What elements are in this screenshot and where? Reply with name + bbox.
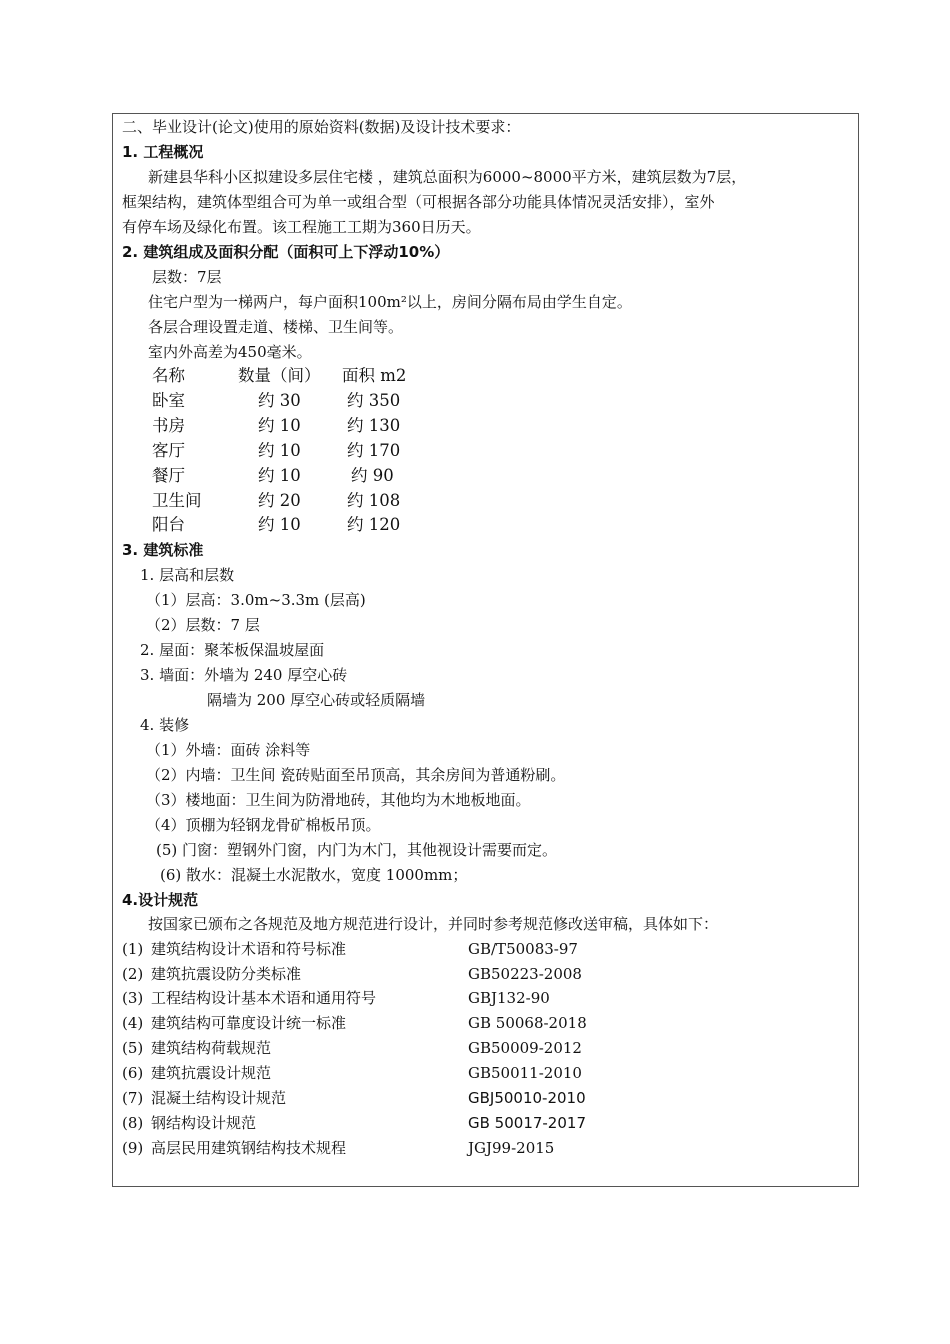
ref-code: JGJ99-2015 bbox=[468, 1139, 555, 1157]
standard-item: （3）楼地面：卫生间为防滑地砖，其他均为木地板地面。 bbox=[146, 791, 531, 809]
table-cell-count: 约 10 bbox=[258, 515, 301, 534]
standard-item: （1）层高：3.0m~3.3m (层高) bbox=[146, 591, 366, 609]
ref-title: 建筑抗震设防分类标准 bbox=[151, 965, 302, 983]
section-1-paragraph-line: 有停车场及绿化布置。该工程施工工期为360日历天。 bbox=[122, 218, 481, 236]
standard-item: （2）内墙：卫生间 瓷砖贴面至吊顶高，其余房间为普通粉刷。 bbox=[146, 766, 566, 784]
table-cell-name: 书房 bbox=[152, 416, 185, 435]
ref-title: 工程结构设计基本术语和通用符号 bbox=[151, 989, 377, 1007]
unit-type-line: 住宅户型为一梯两户，每户面积100m²以上，房间分隔布局由学生自定。 bbox=[148, 293, 632, 311]
table-header-name: 名称 bbox=[152, 366, 185, 385]
standard-item: 4. 装修 bbox=[140, 716, 190, 734]
section-1-title: 1. 工程概况 bbox=[122, 143, 204, 161]
table-cell-area: 约 130 bbox=[347, 416, 401, 435]
ref-code: GBJ132-90 bbox=[468, 989, 550, 1007]
ref-title: 钢结构设计规范 bbox=[151, 1114, 257, 1132]
table-cell-name: 卧室 bbox=[152, 391, 185, 410]
ref-number: (6) bbox=[122, 1064, 144, 1082]
section-4-title: 4.设计规范 bbox=[122, 891, 199, 909]
corridor-line: 各层合理设置走道、楼梯、卫生间等。 bbox=[148, 318, 404, 336]
ref-title: 建筑结构荷载规范 bbox=[151, 1039, 272, 1057]
section-1-paragraph-line: 框架结构，建筑体型组合可为单一或组合型（可根据各部分功能具体情况灵活安排），室外 bbox=[122, 193, 715, 211]
ref-number: (3) bbox=[122, 989, 144, 1007]
standard-item: (6) 散水：混凝土水泥散水，宽度 1000mm； bbox=[160, 866, 468, 884]
height-diff-line: 室内外高差为450毫米。 bbox=[148, 343, 312, 361]
ref-number: (7) bbox=[122, 1089, 144, 1107]
section-4-intro: 按国家已颁布之各规范及地方规范进行设计，并同时参考规范修改送审稿，具体如下： bbox=[148, 915, 719, 933]
ref-code: GB 50068-2018 bbox=[468, 1014, 587, 1032]
table-cell-count: 约 30 bbox=[258, 391, 301, 410]
table-cell-name: 餐厅 bbox=[152, 466, 185, 485]
table-header-count: 数量（间） bbox=[238, 366, 321, 385]
standard-item: （4）顶棚为轻钢龙骨矿棉板吊顶。 bbox=[146, 816, 381, 834]
standard-item: 3. 墙面：外墙为 240 厚空心砖 bbox=[140, 666, 348, 684]
table-cell-name: 卫生间 bbox=[152, 491, 202, 510]
table-cell-name: 客厅 bbox=[152, 441, 185, 460]
table-cell-area: 约 120 bbox=[347, 515, 401, 534]
ref-number: (1) bbox=[122, 940, 144, 958]
ref-title: 高层民用建筑钢结构技术规程 bbox=[151, 1139, 347, 1157]
ref-title: 建筑抗震设计规范 bbox=[151, 1064, 272, 1082]
table-cell-area: 约 170 bbox=[347, 441, 401, 460]
ref-code: GBJ50010-2010 bbox=[468, 1089, 586, 1107]
standard-item: 1. 层高和层数 bbox=[140, 566, 235, 584]
ref-code: GB50011-2010 bbox=[468, 1064, 582, 1082]
table-cell-area: 约 90 bbox=[351, 466, 394, 485]
table-cell-count: 约 10 bbox=[258, 441, 301, 460]
ref-code: GB50009-2012 bbox=[468, 1039, 582, 1057]
table-cell-area: 约 108 bbox=[347, 491, 401, 510]
standard-item: （2）层数：7 层 bbox=[146, 616, 260, 634]
floors-line: 层数：7层 bbox=[152, 268, 222, 286]
standard-item: （1）外墙：面砖 涂料等 bbox=[146, 741, 311, 759]
section-1-paragraph-line: 新建县华科小区拟建设多层住宅楼 ，建筑总面积为6000~8000平方米，建筑层数为7层， bbox=[148, 168, 747, 186]
ref-number: (4) bbox=[122, 1014, 144, 1032]
ref-number: (2) bbox=[122, 965, 144, 983]
ref-number: (9) bbox=[122, 1139, 144, 1157]
ref-number: (5) bbox=[122, 1039, 144, 1057]
section-3-title: 3. 建筑标准 bbox=[122, 541, 204, 559]
table-header-area: 面积 m2 bbox=[342, 366, 407, 385]
ref-code: GB 50017-2017 bbox=[468, 1114, 586, 1132]
standard-item: 2. 屋面：聚苯板保温坡屋面 bbox=[140, 641, 325, 659]
ref-number: (8) bbox=[122, 1114, 144, 1132]
table-cell-count: 约 20 bbox=[258, 491, 301, 510]
ref-title: 建筑结构可靠度设计统一标准 bbox=[151, 1014, 347, 1032]
table-cell-name: 阳台 bbox=[152, 515, 185, 534]
ref-code: GB50223-2008 bbox=[468, 965, 582, 983]
standard-item: 隔墙为 200 厚空心砖或轻质隔墙 bbox=[207, 691, 426, 709]
ref-code: GB/T50083-97 bbox=[468, 940, 578, 958]
ref-title: 混凝土结构设计规范 bbox=[151, 1089, 287, 1107]
table-cell-area: 约 350 bbox=[347, 391, 401, 410]
table-cell-count: 约 10 bbox=[258, 416, 301, 435]
table-cell-count: 约 10 bbox=[258, 466, 301, 485]
standard-item: (5) 门窗：塑钢外门窗，内门为木门，其他视设计需要而定。 bbox=[156, 841, 558, 859]
section-2-title: 2. 建筑组成及面积分配（面积可上下浮动10%） bbox=[122, 243, 450, 261]
ref-title: 建筑结构设计术语和符号标准 bbox=[151, 940, 347, 958]
section-header: 二、毕业设计(论文)使用的原始资料(数据)及设计技术要求： bbox=[122, 118, 521, 136]
